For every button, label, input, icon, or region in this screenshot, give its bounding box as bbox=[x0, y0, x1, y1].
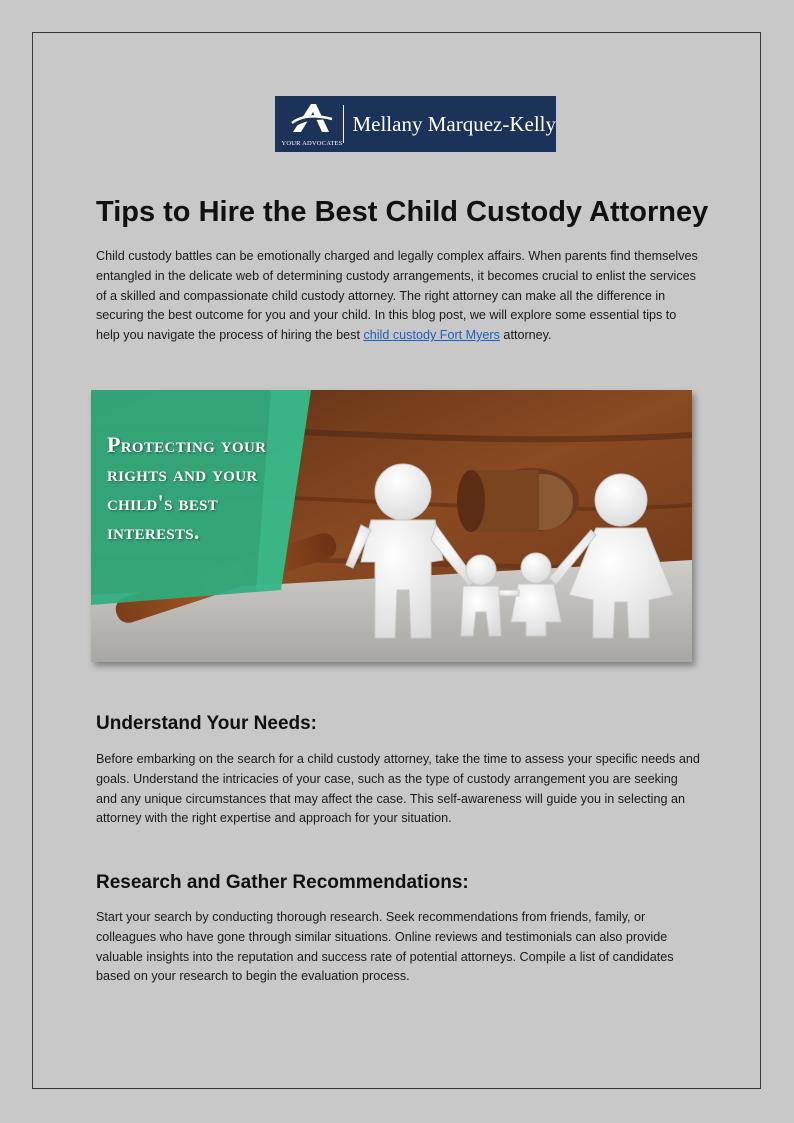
firm-logo bbox=[275, 96, 556, 152]
intro-text-before-link: Child custody battles can be emotionally charged and legally complex affairs. When parents find themselves entangled in the delicate web of determining custody arrangements, it becomes crucial to enlist the services of a skilled and compassionate child custody attorney. The right attorney can make all the difference in securing the best outcome for you and your child. In this blog post, we will explore some essential tips to help you navigate the process of hiring the best bbox=[96, 249, 698, 343]
intro-paragraph bbox=[96, 247, 702, 346]
intro-text-after-link: attorney. bbox=[499, 328, 552, 343]
page-title: Tips to Hire the Best Child Custody Attorney bbox=[96, 196, 709, 228]
your-advocates-a-icon bbox=[289, 102, 333, 136]
logo-tagline: YOUR ADVOCATES bbox=[281, 140, 343, 147]
logo-divider bbox=[343, 105, 344, 143]
hero-overlay-text: Protecting your rights and your child's best interests. bbox=[107, 432, 267, 544]
hero-image bbox=[91, 390, 692, 662]
child-custody-fort-myers-link[interactable]: child custody Fort Myers bbox=[363, 328, 500, 343]
section-body-understand-needs: Before embarking on the search for a child custody attorney, take the time to assess your specific needs and goals. Understand the intricacies of your case, such as the type of custody arrangement you are seeking and any unique circumstances that may affect the case. This self-awareness will guide you in selecting an attorney with the right expertise and approach for your situation. bbox=[96, 752, 700, 826]
logo-firm-name: Mellany Marquez-Kelly bbox=[352, 111, 556, 136]
section-heading-understand-needs: Understand Your Needs: bbox=[96, 713, 318, 734]
section-heading-research: Research and Gather Recommendations: bbox=[96, 872, 469, 893]
logo-mark bbox=[275, 96, 343, 152]
section-body-research: Start your search by conducting thorough research. Seek recommendations from friends, family, or colleagues who have gone through similar situations. Online reviews and testimonials can also provide valuable insights into the reputation and success rate of potential attorneys. Compile a list of candidates based on your research to begin the evaluation process. bbox=[96, 910, 674, 984]
